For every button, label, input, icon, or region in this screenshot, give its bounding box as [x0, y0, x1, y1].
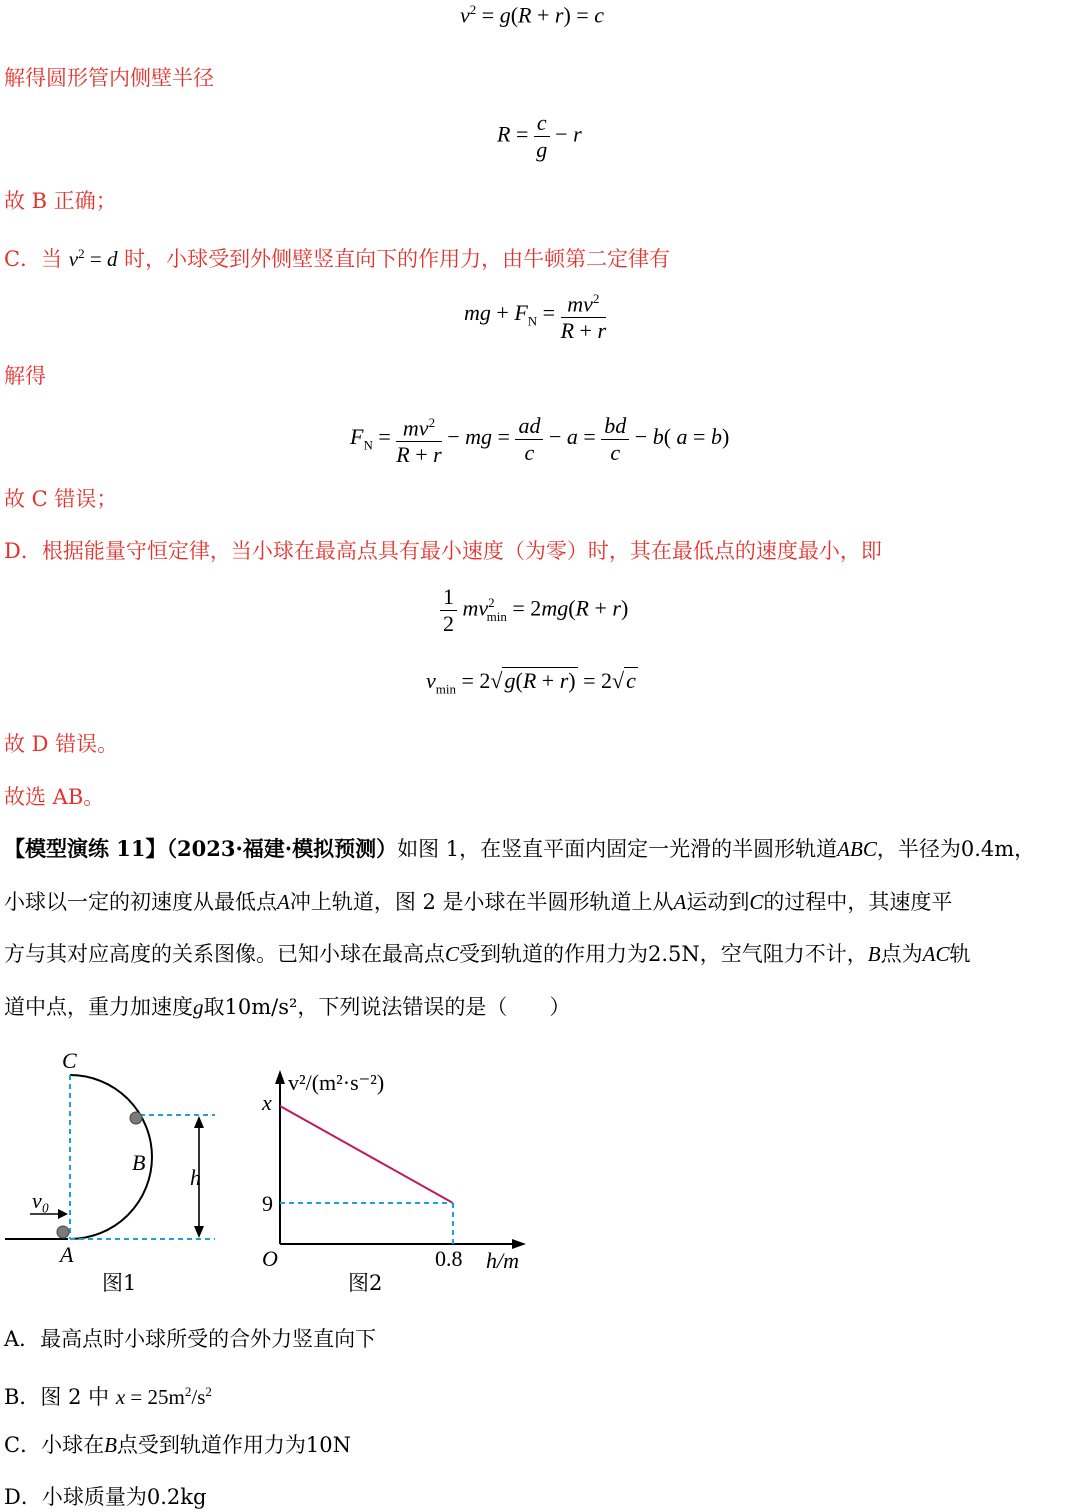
problem-tag: 【模型演练 11】: [4, 836, 167, 861]
fig2-label-o: O: [262, 1246, 278, 1271]
equation-newton-second: mg + $F_N$ = $\frac{mv^2}{R + r}$: [464, 286, 606, 344]
fig1-label-b: B: [132, 1150, 146, 1175]
text-solve-radius: 解得圆形管内侧壁半径: [4, 66, 214, 90]
figure-1-semicircle-track: [0, 1040, 240, 1300]
option-d: D．小球质量为0.2kg: [4, 1485, 207, 1509]
fig1-caption: 图1: [102, 1271, 137, 1295]
fig2-caption: 图2: [348, 1271, 383, 1295]
option-a: A．最高点时小球所受的合外力竖直向下: [4, 1327, 377, 1351]
fig1-label-h: h: [190, 1165, 201, 1190]
option-c: C．小球在B点受到轨道作用力为10N: [4, 1433, 352, 1457]
text-option-d-analysis: D．根据能量守恒定律，当小球在最高点具有最小速度（为零）时，其在最低点的速度最小，即: [4, 539, 882, 563]
figure-2-v2-h-graph: [250, 1040, 540, 1300]
fig1-label-a: A: [60, 1242, 74, 1267]
fig1-label-c: C: [62, 1048, 77, 1073]
problem-source: （2023·福建·模拟预测）: [166, 836, 398, 861]
problem-line-4: 道中点，重力加速度g取10m/s²，下列说法错误的是（ ）: [4, 995, 571, 1019]
fig2-ylabel: v²/(m²·s⁻²): [288, 1070, 385, 1095]
problem-line-1: 【模型演练 11】（2023·福建·模拟预测）如图 1，在竖直平面内固定一光滑的半圆形轨道ABC，半径为0.4m，: [4, 836, 1036, 861]
text-option-c-analysis: C．当 $v^2 = d$ 时，小球受到外侧壁竖直向下的作用力，由牛顿第二定律有: [4, 246, 671, 271]
text-b-correct: 故 B 正确；: [4, 189, 117, 213]
equation-radius: R = $\frac{c}{g}$ − r: [497, 110, 582, 162]
fig1-label-v0: v₀: [32, 1188, 50, 1213]
text-d-wrong: 故 D 错误。: [4, 732, 119, 756]
text-solve: 解得: [4, 364, 46, 388]
equation-energy-conservation: $\frac{1}{2}$ $mv^2_{min} = 2mg(R + r)$: [440, 584, 628, 637]
text-answer-ab: 故选 AB。: [4, 785, 105, 809]
problem-line-2: 小球以一定的初速度从最低点A冲上轨道，图 2 是小球在半圆形轨道上从A运动到C的过程中，其速度平: [4, 890, 953, 914]
option-b: B．图 2 中 $x = 25m^2/s^2$: [4, 1384, 212, 1409]
fig2-label-x: x: [262, 1090, 272, 1115]
fig2-xlabel: h/m: [486, 1248, 519, 1273]
equation-min-velocity: $v_{min} = 2√g(R + r) = 2√c$: [426, 668, 636, 697]
problem-line-3: 方与其对应高度的关系图像。已知小球在最高点C受到轨道的作用力为2.5N，空气阻力不计，B点为AC轨: [4, 942, 971, 966]
equation-normal-force: $F_N$ = $\frac{mv^2}{R + r}$ − mg = $\frac{ad}{c}$ − a = $\frac{bd}{c}$ − b( a = b): [350, 410, 729, 468]
text-c-wrong: 故 C 错误；: [4, 487, 118, 511]
equation-v-squared: $v^2 = g(R + r) = c$: [460, 2, 604, 28]
fig2-label-9: 9: [262, 1191, 273, 1216]
fig2-label-08: 0.8: [435, 1246, 463, 1271]
